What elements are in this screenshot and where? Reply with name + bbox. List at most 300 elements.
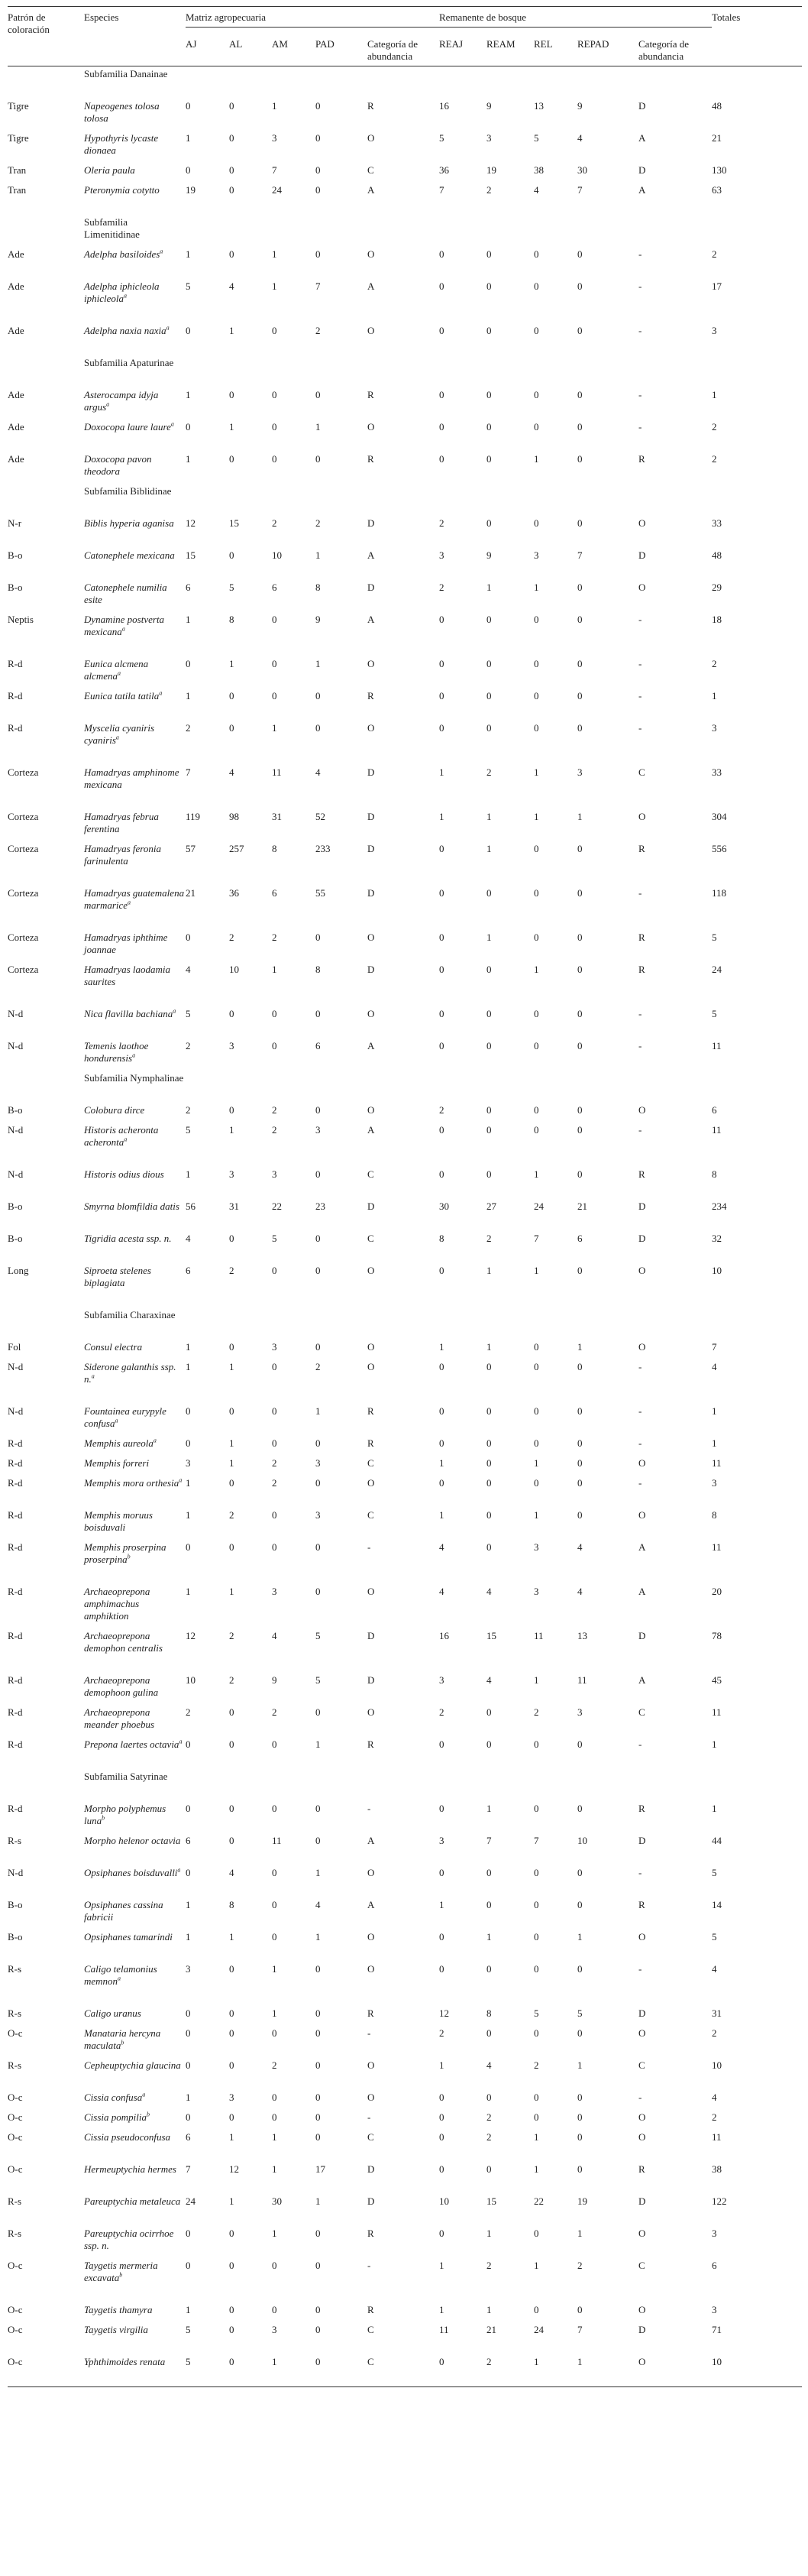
- matrix-category-cell: O: [367, 1586, 375, 1597]
- aj-cell: 6: [186, 1835, 191, 1846]
- pattern-cell: [8, 215, 84, 247]
- al-cell: 0: [229, 2059, 234, 2071]
- rel-cell: 0: [534, 932, 539, 943]
- empty-cell: [315, 1071, 367, 1103]
- repad-cell: 0: [577, 1040, 583, 1051]
- species-cell: Catonephele mexicana: [84, 549, 175, 561]
- aj-cell: 0: [186, 2228, 191, 2239]
- ream-cell: 2: [486, 766, 492, 778]
- table-row: [8, 1436, 802, 1456]
- al-cell: 0: [229, 1803, 234, 1814]
- matrix-category-cell: A: [367, 1124, 375, 1136]
- table-row: [8, 1508, 802, 1540]
- total-cell: 2: [712, 2027, 717, 2039]
- table-row: [8, 689, 802, 721]
- am-cell: 0: [272, 1361, 277, 1372]
- pad-cell: 0: [315, 2059, 321, 2071]
- al-cell: 1: [229, 1457, 234, 1469]
- ream-cell: 0: [486, 325, 492, 336]
- table-row: [8, 183, 802, 215]
- aj-cell: 1: [186, 1361, 191, 1372]
- am-cell: 2: [272, 1124, 277, 1136]
- matrix-category-cell: D: [367, 1630, 375, 1641]
- reaj-cell: 0: [439, 2356, 444, 2367]
- empty-cell: [486, 1307, 534, 1340]
- pattern-cell: O-c: [8, 2092, 23, 2103]
- forest-category-cell: D: [638, 100, 646, 112]
- reaj-cell: 7: [439, 184, 444, 196]
- species-cell: Cepheuptychia glaucina: [84, 2059, 181, 2071]
- subfamily-row: [8, 1307, 802, 1340]
- pattern-cell: Long: [8, 1265, 29, 1276]
- ream-cell: 0: [486, 1008, 492, 1019]
- subfamily-label: Subfamilia Satyrinae: [84, 1771, 168, 1782]
- am-cell: 0: [272, 453, 277, 465]
- total-cell: 4: [712, 2092, 717, 2103]
- ream-cell: 0: [486, 1361, 492, 1372]
- repad-cell: 0: [577, 843, 583, 854]
- matrix-category-cell: O: [367, 1931, 375, 1943]
- aj-cell: 119: [186, 811, 201, 822]
- aj-cell: 1: [186, 1477, 191, 1489]
- matrix-category-cell: -: [367, 2027, 371, 2039]
- al-cell: 0: [229, 2304, 234, 2315]
- matrix-category-cell: O: [367, 1963, 375, 1975]
- aj-cell: 21: [186, 887, 196, 899]
- am-cell: 0: [272, 1541, 277, 1553]
- pattern-cell: R-s: [8, 1835, 22, 1846]
- table-row: [8, 1628, 802, 1673]
- species-cell: Fountainea eurypyle confusa$^a$: [84, 1405, 166, 1429]
- ream-cell: 3: [486, 132, 492, 144]
- rel-cell: 0: [534, 658, 539, 669]
- empty-cell: [272, 66, 315, 99]
- footnote-marker: a: [170, 420, 174, 428]
- pad-cell: 0: [315, 1835, 321, 1846]
- al-cell: 0: [229, 690, 234, 702]
- species-cell: Adelpha naxia naxia$^a$: [84, 324, 170, 336]
- matrix-category-cell: D: [367, 766, 375, 778]
- species-cell: Hermeuptychia hermes: [84, 2163, 176, 2175]
- reaj-cell: 0: [439, 2092, 444, 2103]
- pattern-cell: R-d: [8, 1803, 23, 1814]
- reaj-cell: 2: [439, 517, 444, 529]
- am-cell: 3: [272, 2324, 277, 2335]
- table-row: [8, 2090, 802, 2110]
- al-cell: 0: [229, 2356, 234, 2367]
- pad-cell: 2: [315, 1361, 321, 1372]
- pattern-cell: N-d: [8, 1867, 24, 1878]
- repad-cell: 0: [577, 2163, 583, 2175]
- reaj-cell: 1: [439, 766, 444, 778]
- am-cell: 3: [272, 1586, 277, 1597]
- al-cell: 0: [229, 549, 234, 561]
- empty-cell: [186, 1769, 229, 1801]
- pad-cell: 0: [315, 1104, 321, 1116]
- species-cell: Siproeta stelenes biplagiata: [84, 1265, 151, 1288]
- empty-cell: [712, 1071, 802, 1103]
- rel-cell: 2: [534, 1706, 539, 1718]
- al-cell: 0: [229, 1541, 234, 1553]
- rel-cell: 0: [534, 1405, 539, 1417]
- species-cell: Caligo uranus: [84, 2007, 141, 2019]
- aj-cell: 0: [186, 421, 191, 433]
- pad-cell: 0: [315, 453, 321, 465]
- ream-cell: 2: [486, 184, 492, 196]
- forest-category-cell: -: [638, 389, 642, 400]
- am-cell: 1: [272, 2228, 277, 2239]
- rel-cell: 5: [534, 132, 539, 144]
- reaj-cell: 0: [439, 280, 444, 292]
- aj-cell: 4: [186, 1233, 191, 1244]
- empty-cell: [229, 1769, 272, 1801]
- species-cell: Historis odius dious: [84, 1168, 164, 1180]
- table-row: [8, 1833, 802, 1865]
- forest-category-cell: D: [638, 549, 646, 561]
- matrix-category-cell: O: [367, 1008, 375, 1019]
- ream-cell: 1: [486, 2304, 492, 2315]
- forest-category-cell: -: [638, 658, 642, 669]
- species-cell: Myscelia cyaniris cyaniris$^a$: [84, 722, 155, 746]
- repad-cell: 0: [577, 932, 583, 943]
- repad-cell: 4: [577, 1541, 583, 1553]
- footnote-marker: a: [153, 1437, 157, 1444]
- species-cell: Archaeoprepona demophon centralis: [84, 1630, 163, 1654]
- am-cell: 2: [272, 1457, 277, 1469]
- species-cell: Doxocopa laure laure$^a$: [84, 420, 174, 433]
- am-cell: 0: [272, 1899, 277, 1910]
- footnote-marker: a: [132, 1051, 136, 1059]
- species-cell: Colobura dirce: [84, 1104, 145, 1116]
- subfamily-label: Subfamilia Charaxinae: [84, 1309, 176, 1320]
- pad-cell: 3: [315, 1124, 321, 1136]
- aj-cell: 1: [186, 614, 191, 625]
- reaj-cell: 0: [439, 1931, 444, 1943]
- matrix-category-cell: A: [367, 549, 375, 561]
- repad-cell: 0: [577, 887, 583, 899]
- empty-cell: [534, 1071, 577, 1103]
- empty-cell: [638, 66, 712, 99]
- empty-cell: [638, 355, 712, 387]
- species-cell: Smyrna blomfildia datis: [84, 1201, 179, 1212]
- al-cell: 0: [229, 132, 234, 144]
- am-cell: 2: [272, 2059, 277, 2071]
- species-cell: Eunica tatila tatila$^a$: [84, 689, 163, 702]
- empty-cell: [272, 355, 315, 387]
- empty-cell: [712, 215, 802, 247]
- pad-cell: 6: [315, 1040, 321, 1051]
- total-cell: 118: [712, 887, 727, 899]
- forest-category-cell: A: [638, 184, 646, 196]
- pad-cell: 8: [315, 582, 321, 593]
- pattern-cell: Fol: [8, 1341, 21, 1353]
- table-row: [8, 2162, 802, 2194]
- ream-cell: 0: [486, 2092, 492, 2103]
- pattern-cell: [8, 66, 84, 99]
- rel-cell: 1: [534, 2163, 539, 2175]
- ream-cell: 2: [486, 1233, 492, 1244]
- matrix-category-cell: O: [367, 658, 375, 669]
- pattern-cell: Ade: [8, 280, 24, 292]
- reaj-cell: 1: [439, 1457, 444, 1469]
- am-cell: 0: [272, 1509, 277, 1521]
- total-cell: 3: [712, 722, 717, 734]
- total-cell: 2: [712, 248, 717, 260]
- pattern-cell: Ade: [8, 389, 24, 400]
- reaj-cell: 0: [439, 325, 444, 336]
- footnote-marker: b: [119, 2271, 123, 2279]
- pad-cell: 1: [315, 421, 321, 433]
- empty-cell: [186, 355, 229, 387]
- species-cell: Memphis moruus boisduvali: [84, 1509, 153, 1533]
- reaj-cell: 2: [439, 2027, 444, 2039]
- table-row: [8, 1865, 802, 1897]
- repad-cell: 0: [577, 1361, 583, 1372]
- empty-cell: [638, 484, 712, 516]
- ream-cell: 4: [486, 1586, 492, 1597]
- table-row: [8, 1584, 802, 1628]
- aj-cell: 0: [186, 1867, 191, 1878]
- ream-cell: 0: [486, 1437, 492, 1449]
- al-cell: 0: [229, 2007, 234, 2019]
- reaj-cell: 0: [439, 1124, 444, 1136]
- species-cell: Consul electra: [84, 1341, 143, 1353]
- pattern-cell: B-o: [8, 549, 23, 561]
- matrix-category-cell: O: [367, 1477, 375, 1489]
- ream-cell: 0: [486, 1899, 492, 1910]
- am-cell: 11: [272, 766, 282, 778]
- species-cell: Prepona laertes octavia$^a$: [84, 1738, 183, 1750]
- species-cell: Hamadryas amphinome mexicana: [84, 766, 179, 790]
- matrix-category-cell: C: [367, 1168, 374, 1180]
- rel-cell: 2: [534, 2059, 539, 2071]
- rel-cell: 0: [534, 1803, 539, 1814]
- pattern-cell: O-c: [8, 2163, 23, 2175]
- al-cell: 1: [229, 325, 234, 336]
- pattern-cell: Ade: [8, 421, 24, 433]
- aj-cell: 2: [186, 1104, 191, 1116]
- forest-category-cell: -: [638, 1437, 642, 1449]
- table-row: [8, 2130, 802, 2162]
- reaj-cell: 1: [439, 811, 444, 822]
- ream-cell: 15: [486, 1630, 496, 1641]
- rel-cell: 0: [534, 1867, 539, 1878]
- aj-cell: 0: [186, 164, 191, 176]
- pattern-cell: [8, 1071, 84, 1103]
- aj-cell: 0: [186, 2111, 191, 2123]
- total-cell: 63: [712, 184, 722, 196]
- forest-category-cell: R: [638, 453, 645, 465]
- forest-category-cell: O: [638, 2111, 646, 2123]
- pad-cell: 0: [315, 2131, 321, 2143]
- species-cell: Memphis proserpina proserpina$^b$: [84, 1541, 166, 1565]
- empty-cell: [638, 215, 712, 247]
- matrix-category-cell: R: [367, 1437, 374, 1449]
- table-row: [8, 1801, 802, 1833]
- al-cell: 3: [229, 2092, 234, 2103]
- pattern-cell: O-c: [8, 2111, 23, 2123]
- forest-category-cell: -: [638, 1124, 642, 1136]
- am-cell: 6: [272, 887, 277, 899]
- species-cell: Pteronymia cotytto: [84, 184, 160, 196]
- table-row: [8, 930, 802, 962]
- al-cell: 1: [229, 1124, 234, 1136]
- pattern-cell: [8, 355, 84, 387]
- pad-cell: 0: [315, 1233, 321, 1244]
- pattern-cell: R-d: [8, 658, 23, 669]
- reaj-cell: 1: [439, 2260, 444, 2271]
- reaj-cell: 8: [439, 1233, 444, 1244]
- al-cell: 0: [229, 2027, 234, 2039]
- total-cell: 31: [712, 2007, 722, 2019]
- al-cell: 8: [229, 1899, 234, 1910]
- repad-cell: 0: [577, 1738, 583, 1750]
- empty-cell: [315, 1307, 367, 1340]
- total-cell: 7: [712, 1341, 717, 1353]
- species-cell: Manataria hercyna maculata$^b$: [84, 2027, 161, 2051]
- species-cell: Taygetis mermeria excavata$^b$: [84, 2260, 158, 2283]
- ream-cell: 1: [486, 2228, 492, 2239]
- pattern-cell: R-s: [8, 2059, 22, 2071]
- ream-cell: 4: [486, 1674, 492, 1686]
- total-cell: 33: [712, 517, 722, 529]
- table-row: [8, 886, 802, 930]
- rel-cell: 11: [534, 1630, 544, 1641]
- table-row: [8, 721, 802, 765]
- footnote-marker: a: [91, 1372, 95, 1380]
- al-cell: 0: [229, 248, 234, 260]
- aj-cell: 5: [186, 2324, 191, 2335]
- rel-cell: 22: [534, 2195, 544, 2207]
- al-cell: 1: [229, 1586, 234, 1597]
- reaj-cell: 2: [439, 1706, 444, 1718]
- al-cell: 2: [229, 932, 234, 943]
- ream-cell: 0: [486, 2163, 492, 2175]
- am-cell: 22: [272, 1201, 282, 1212]
- forest-category-cell: R: [638, 1168, 645, 1180]
- al-cell: 0: [229, 2260, 234, 2271]
- total-cell: 24: [712, 964, 722, 975]
- pad-cell: 3: [315, 1457, 321, 1469]
- total-cell: 4: [712, 1361, 717, 1372]
- rel-cell: 1: [534, 1265, 539, 1276]
- pad-cell: 0: [315, 389, 321, 400]
- matrix-category-cell: D: [367, 964, 375, 975]
- matrix-category-cell: -: [367, 2111, 371, 2123]
- ream-cell: 1: [486, 1803, 492, 1814]
- pattern-cell: N-r: [8, 517, 22, 529]
- pattern-cell: Corteza: [8, 843, 39, 854]
- forest-category-cell: D: [638, 1835, 646, 1846]
- reaj-cell: 0: [439, 1405, 444, 1417]
- pad-cell: 0: [315, 1341, 321, 1353]
- ream-cell: 9: [486, 100, 492, 112]
- reaj-cell: 0: [439, 248, 444, 260]
- pad-cell: 0: [315, 1586, 321, 1597]
- forest-category-cell: -: [638, 887, 642, 899]
- total-cell: 6: [712, 1104, 717, 1116]
- pattern-cell: R-d: [8, 1541, 23, 1553]
- species-cell: Archaeoprepona amphimachus amphiktion: [84, 1586, 150, 1622]
- ream-cell: 0: [486, 658, 492, 669]
- total-cell: 8: [712, 1509, 717, 1521]
- pattern-cell: Tigre: [8, 132, 29, 144]
- empty-cell: [186, 66, 229, 99]
- species-cell: Oleria paula: [84, 164, 135, 176]
- total-cell: 10: [712, 1265, 722, 1276]
- total-cell: 556: [712, 843, 727, 854]
- table-body: [8, 66, 802, 2387]
- repad-cell: 10: [577, 1835, 587, 1846]
- reaj-cell: 2: [439, 1104, 444, 1116]
- pad-cell: 4: [315, 766, 321, 778]
- am-cell: 0: [272, 2260, 277, 2271]
- aj-cell: 15: [186, 549, 196, 561]
- reaj-cell: 2: [439, 582, 444, 593]
- reaj-cell: 0: [439, 1008, 444, 1019]
- species-cell: Morpho polyphemus luna$^b$: [84, 1803, 166, 1826]
- total-cell: 11: [712, 1124, 722, 1136]
- empty-cell: [272, 1307, 315, 1340]
- subfamily-row: [8, 215, 802, 247]
- am-cell: 0: [272, 389, 277, 400]
- species-cell: Adelpha basiloides$^a$: [84, 248, 163, 260]
- aj-cell: 6: [186, 2131, 191, 2143]
- matrix-category-cell: D: [367, 582, 375, 593]
- matrix-category-cell: R: [367, 2228, 374, 2239]
- matrix-category-cell: A: [367, 184, 375, 196]
- empty-cell: [272, 484, 315, 516]
- reaj-cell: 1: [439, 1509, 444, 1521]
- am-cell: 3: [272, 1341, 277, 1353]
- aj-cell: 5: [186, 2356, 191, 2367]
- aj-cell: 0: [186, 1541, 191, 1553]
- table-row: [8, 1231, 802, 1263]
- al-cell: 1: [229, 2131, 234, 2143]
- pattern-cell: Ade: [8, 453, 24, 465]
- repad-cell: 21: [577, 1201, 587, 1212]
- repad-cell: 4: [577, 132, 583, 144]
- ream-cell: 0: [486, 280, 492, 292]
- am-cell: 1: [272, 280, 277, 292]
- empty-cell: [534, 66, 577, 99]
- forest-category-cell: D: [638, 164, 646, 176]
- aj-cell: 0: [186, 1437, 191, 1449]
- aj-cell: 1: [186, 1168, 191, 1180]
- forest-category-cell: R: [638, 1803, 645, 1814]
- pattern-cell: [8, 1307, 84, 1340]
- matrix-category-cell: D: [367, 2163, 375, 2175]
- empty-cell: [272, 1071, 315, 1103]
- species-cell: Historis acheronta acheronta$^a$: [84, 1124, 159, 1148]
- pad-cell: 5: [315, 1630, 321, 1641]
- rel-cell: 0: [534, 1738, 539, 1750]
- rel-cell: 1: [534, 582, 539, 593]
- am-cell: 2: [272, 1104, 277, 1116]
- species-cell: Hamadryas laodamia saurites: [84, 964, 171, 987]
- aj-cell: 56: [186, 1201, 196, 1212]
- al-cell: 36: [229, 887, 239, 899]
- al-cell: 2: [229, 1265, 234, 1276]
- matrix-category-cell: O: [367, 1341, 375, 1353]
- aj-cell: 0: [186, 1738, 191, 1750]
- reaj-cell: 0: [439, 1040, 444, 1051]
- am-cell: 0: [272, 1265, 277, 1276]
- reaj-cell: 0: [439, 2111, 444, 2123]
- repad-cell: 0: [577, 2304, 583, 2315]
- repad-cell: 0: [577, 1008, 583, 1019]
- pad-cell: 0: [315, 1168, 321, 1180]
